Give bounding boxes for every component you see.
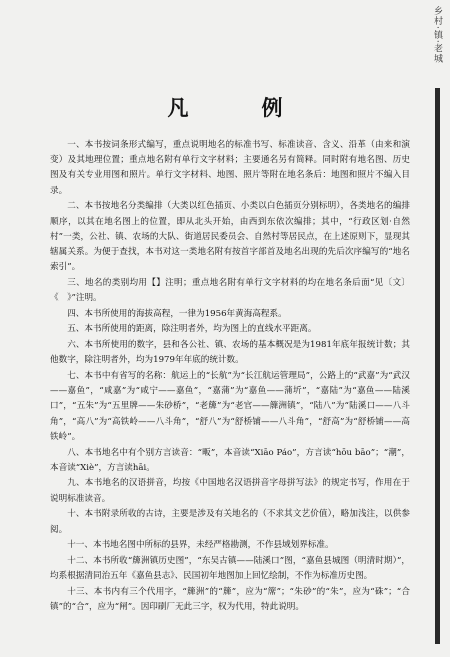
paragraph-11: 十一、本书地名图中所标的县界，未经严格勘测，不作县域划界标准。	[67, 540, 334, 551]
paragraph-9: 九、本书地名的汉语拼音，均按《中国地名汉语拼音字母拼写法》的规定书写，作用在于说明标准读音。	[50, 478, 410, 504]
paragraph-1: 一、本书按词条形式编写，重点说明地名的标准书写、标准读音、含义、沿革（由来和演变）及其地理位置；重点地名附有单行文字材料；主要通名另有简释。同时附有地名图、历史图及有关专业用图和照片。单行文字材料、地图、照片等附在地名条后：地图和照片不编入目录。	[50, 140, 410, 196]
paragraph-13: 十三、本书内有三个代用字，“簰洲”的“簰”，应为“𥱊”；“朱砂”的“朱”，应为“硃”；“合镇”的“合”，应为“闸”。因印刷厂无此三字，权为代用，特此说明。	[50, 586, 410, 613]
paragraph-5: 五、本书所使用的距离，除注明者外，均为图上的直线水平距离。	[67, 324, 317, 335]
body-text	[50, 138, 410, 616]
paragraph-2: 二、本书按地名分类编排（大类以红色插页、小类以白色插页分别标明），各类地名的编排顺序，以其在地名图上的位置，即从北头开始，由西到东依次编排；其中，“行政区划·自然村”一类，公社、镇、农场的大队、街道居民委员会、自然村等居民点，在上述原则下，显现其辖属关系。为便于查找，本书对这一类地名附有按首字部首及地名出现的先后次序编写的“地名索引”。	[50, 201, 410, 273]
paragraph-12: 十二、本书所收“簰洲镇历史图”，“东吴古镇——陆溪口”图，“嘉鱼县城图（明清时期）”，均系根据清同治五年《嘉鱼县志》、民国初年地图加上回忆绘制，不作为标准历史图。	[50, 555, 410, 582]
paragraph-3: 三、地名的类别均用【】注明；重点地名附有单行文字材料的均在地名条后面“见〔文〕《 》”注明。	[50, 277, 410, 304]
margin-note: 乡村·镇·老城	[432, 6, 442, 64]
paragraph-8: 八、本书地名中有个别方言读音：“畈”，本音读“Xiāo Páo”，方言读“hōu bāo”；“潮”，本音读“Xiè”，方言读hāi。	[50, 447, 410, 473]
page-title: 凡 例	[167, 95, 309, 120]
margin-bar	[435, 88, 440, 644]
paragraph-6: 六、本书所使用的数字，县和各公社、镇、农场的基本概况是为1981年底年报统计数；其他数字，除注明者外，均为1979年年底的统计数。	[50, 340, 410, 366]
paragraph-7: 七、本书中有省写的名称：航运上的“长航”为“长江航运管理局”，公路上的“武嘉”为“武汉——嘉鱼”，“咸嘉”为“咸宁——嘉鱼”，“嘉蒲”为“嘉鱼——蒲圻”，“嘉陆”为“嘉鱼——陆溪口”，“五朱”为“五里牌——朱砂桥”，“老簰”为“老官——簰洲镇”，“陆八”为“陆溪口——八斗角”，“高八”为“高铁岭——八斗角”，“舒八”为“舒桥铺——八斗角”，“舒高”为“舒桥铺——高铁岭”。	[50, 371, 410, 442]
paragraph-10: 十、本书附录所收的古诗，主要是涉及有关地名的（不求其文艺价值），略加浅注，以供参阅。	[50, 509, 410, 535]
paragraph-4: 四、本书所使用的海拔高程，一律为1956年黄海高程系。	[67, 308, 287, 319]
